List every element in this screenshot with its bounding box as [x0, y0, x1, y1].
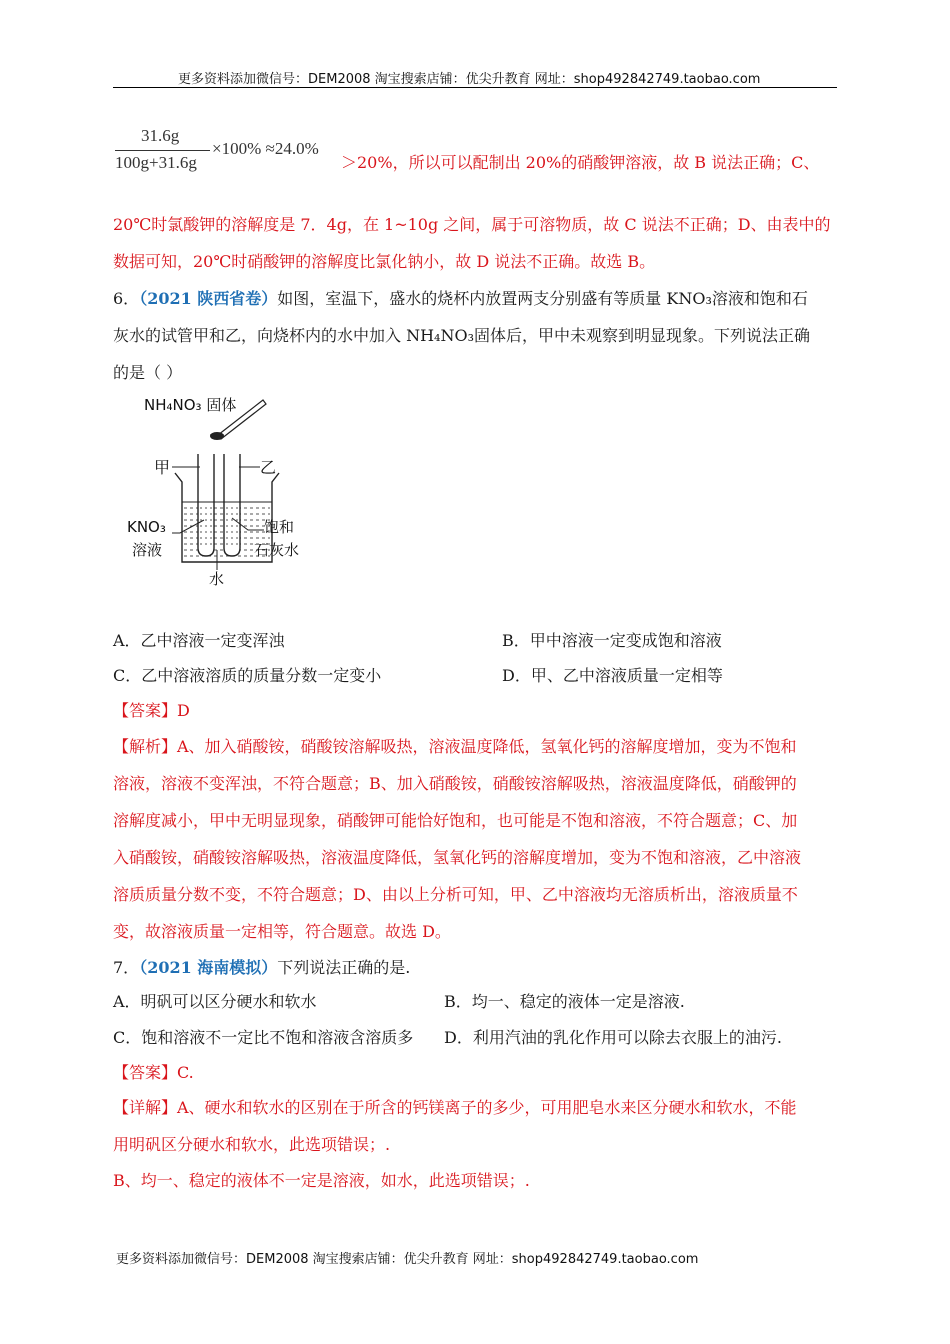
fig-label-yi: 乙: [260, 458, 277, 477]
formula-tail: ＞20%，所以可以配制出 20%的硝酸钾溶液，故 B 说法正确；C、: [341, 153, 820, 172]
q7-option-c: C．饱和溶液不一定比不饱和溶液含溶质多: [113, 1028, 414, 1047]
q6-analysis-line-5: 溶质质量分数不变，不符合题意；D、由以上分析可知，甲、乙中溶液均无溶质析出，溶液质量不: [113, 885, 798, 904]
q7-option-d: D．利用汽油的乳化作用可以除去衣服上的油污.: [444, 1028, 782, 1047]
fraction-denominator: 100g+31.6g: [115, 153, 197, 172]
fraction-numerator: 31.6g: [141, 126, 180, 145]
fig-label-limewater: 石灰水: [254, 541, 300, 559]
q6-number: 6．: [113, 289, 140, 308]
q7-source: （2021 海南模拟）: [139, 958, 278, 977]
fig-label-solution: 溶液: [132, 541, 163, 559]
q6-analysis-line-3: 溶解度减小，甲中无明显现象，硝酸钾可能恰好饱和，也可能是不饱和溶液，不符合题意；C、加: [113, 811, 798, 830]
q6-analysis-line-4: 入硝酸铵，硝酸铵溶解吸热，溶液温度降低，氢氧化钙的溶解度增加，变为不饱和溶液，乙中溶液: [113, 848, 802, 867]
q6-option-c: C．乙中溶液溶质的质量分数一定变小: [113, 666, 382, 685]
q6-option-b: B．甲中溶液一定变成饱和溶液: [502, 631, 722, 650]
q6-option-a: A．乙中溶液一定变浑浊: [113, 631, 285, 650]
test-tube-jia-icon: [198, 454, 214, 556]
fig-label-kno3: KNO₃: [127, 518, 166, 536]
q7-option-b: B．均一、稳定的液体一定是溶液.: [444, 992, 685, 1011]
q6-analysis-line-2: 溶液，溶液不变浑浊，不符合题意；B、加入硝酸铵，硝酸铵溶解吸热，溶液温度降低，硝酸钾的: [113, 774, 797, 793]
q6-stem-line-2: 灰水的试管甲和乙，向烧杯内的水中加入 NH₄NO₃固体后，甲中未观察到明显现象。下列说法正确: [113, 326, 810, 345]
fig-label-jia: 甲: [154, 458, 171, 477]
page-footer: 更多资料添加微信号：DEM2008 淘宝搜索店铺：优尖升教育 网址：shop492842749.taobao.com: [116, 1252, 699, 1267]
q7-option-a: A．明矾可以区分硬水和软水: [113, 992, 317, 1011]
q7-stem-line: [113, 958, 410, 978]
q7-stem: 下列说法正确的是.: [277, 958, 411, 977]
fig-label-water: 水: [209, 570, 225, 588]
prev-analysis-line-1: 20℃时氯酸钾的溶解度是 7．4g，在 1~10g 之间，属于可溶物质，故 C 说法不正确；D、由表中的: [113, 215, 831, 234]
q6-stem-1: 如图，室温下，盛水的烧杯内放置两支分别盛有等质量 KNO₃溶液和饱和石: [277, 289, 808, 308]
test-tube-yi-icon: [224, 454, 240, 556]
q7-answer: 【答案】C.: [113, 1063, 194, 1082]
q6-stem-line-1: [113, 289, 808, 309]
prev-analysis-line-2: 数据可知，20℃时硝酸钾的溶解度比氯化钠小，故 D 说法不正确。故选 B。: [113, 252, 656, 271]
q7-analysis-line-3: B、均一、稳定的液体不一定是溶液，如水，此选项错误；.: [113, 1171, 530, 1190]
q6-analysis-line-1: 【解析】A、加入硝酸铵，硝酸铵溶解吸热，溶液温度降低，氢氧化钙的溶解度增加，变为不饱和: [113, 737, 797, 756]
q6-analysis-line-6: 变，故溶液质量一定相等，符合题意。故选 D。: [113, 922, 451, 941]
page-header: 更多资料添加微信号：DEM2008 淘宝搜索店铺：优尖升教育 网址：shop492842749.taobao.com: [178, 72, 761, 87]
header-rule: [113, 87, 837, 88]
fraction-bar: [115, 150, 210, 151]
fig-label-saturated: 饱和: [264, 518, 295, 536]
fraction-rest: ×100% ≈24.0%: [212, 139, 319, 158]
q7-number: 7．: [113, 958, 140, 977]
q7-analysis-line-1: 【详解】A、硬水和软水的区别在于所含的钙镁离子的多少，可用肥皂水来区分硬水和软水，不能: [113, 1098, 797, 1117]
q6-source: （2021 陕西省卷）: [139, 289, 278, 308]
q6-option-d: D．甲、乙中溶液质量一定相等: [502, 666, 723, 685]
q6-stem-line-3: 的是（ ）: [113, 363, 183, 382]
fig-label-nh4no3: NH₄NO₃ 固体: [144, 396, 237, 414]
q6-figure-beaker: [120, 390, 320, 590]
q6-answer: 【答案】D: [113, 701, 190, 720]
q7-analysis-line-2: 用明矾区分硬水和软水，此选项错误；.: [113, 1135, 391, 1154]
